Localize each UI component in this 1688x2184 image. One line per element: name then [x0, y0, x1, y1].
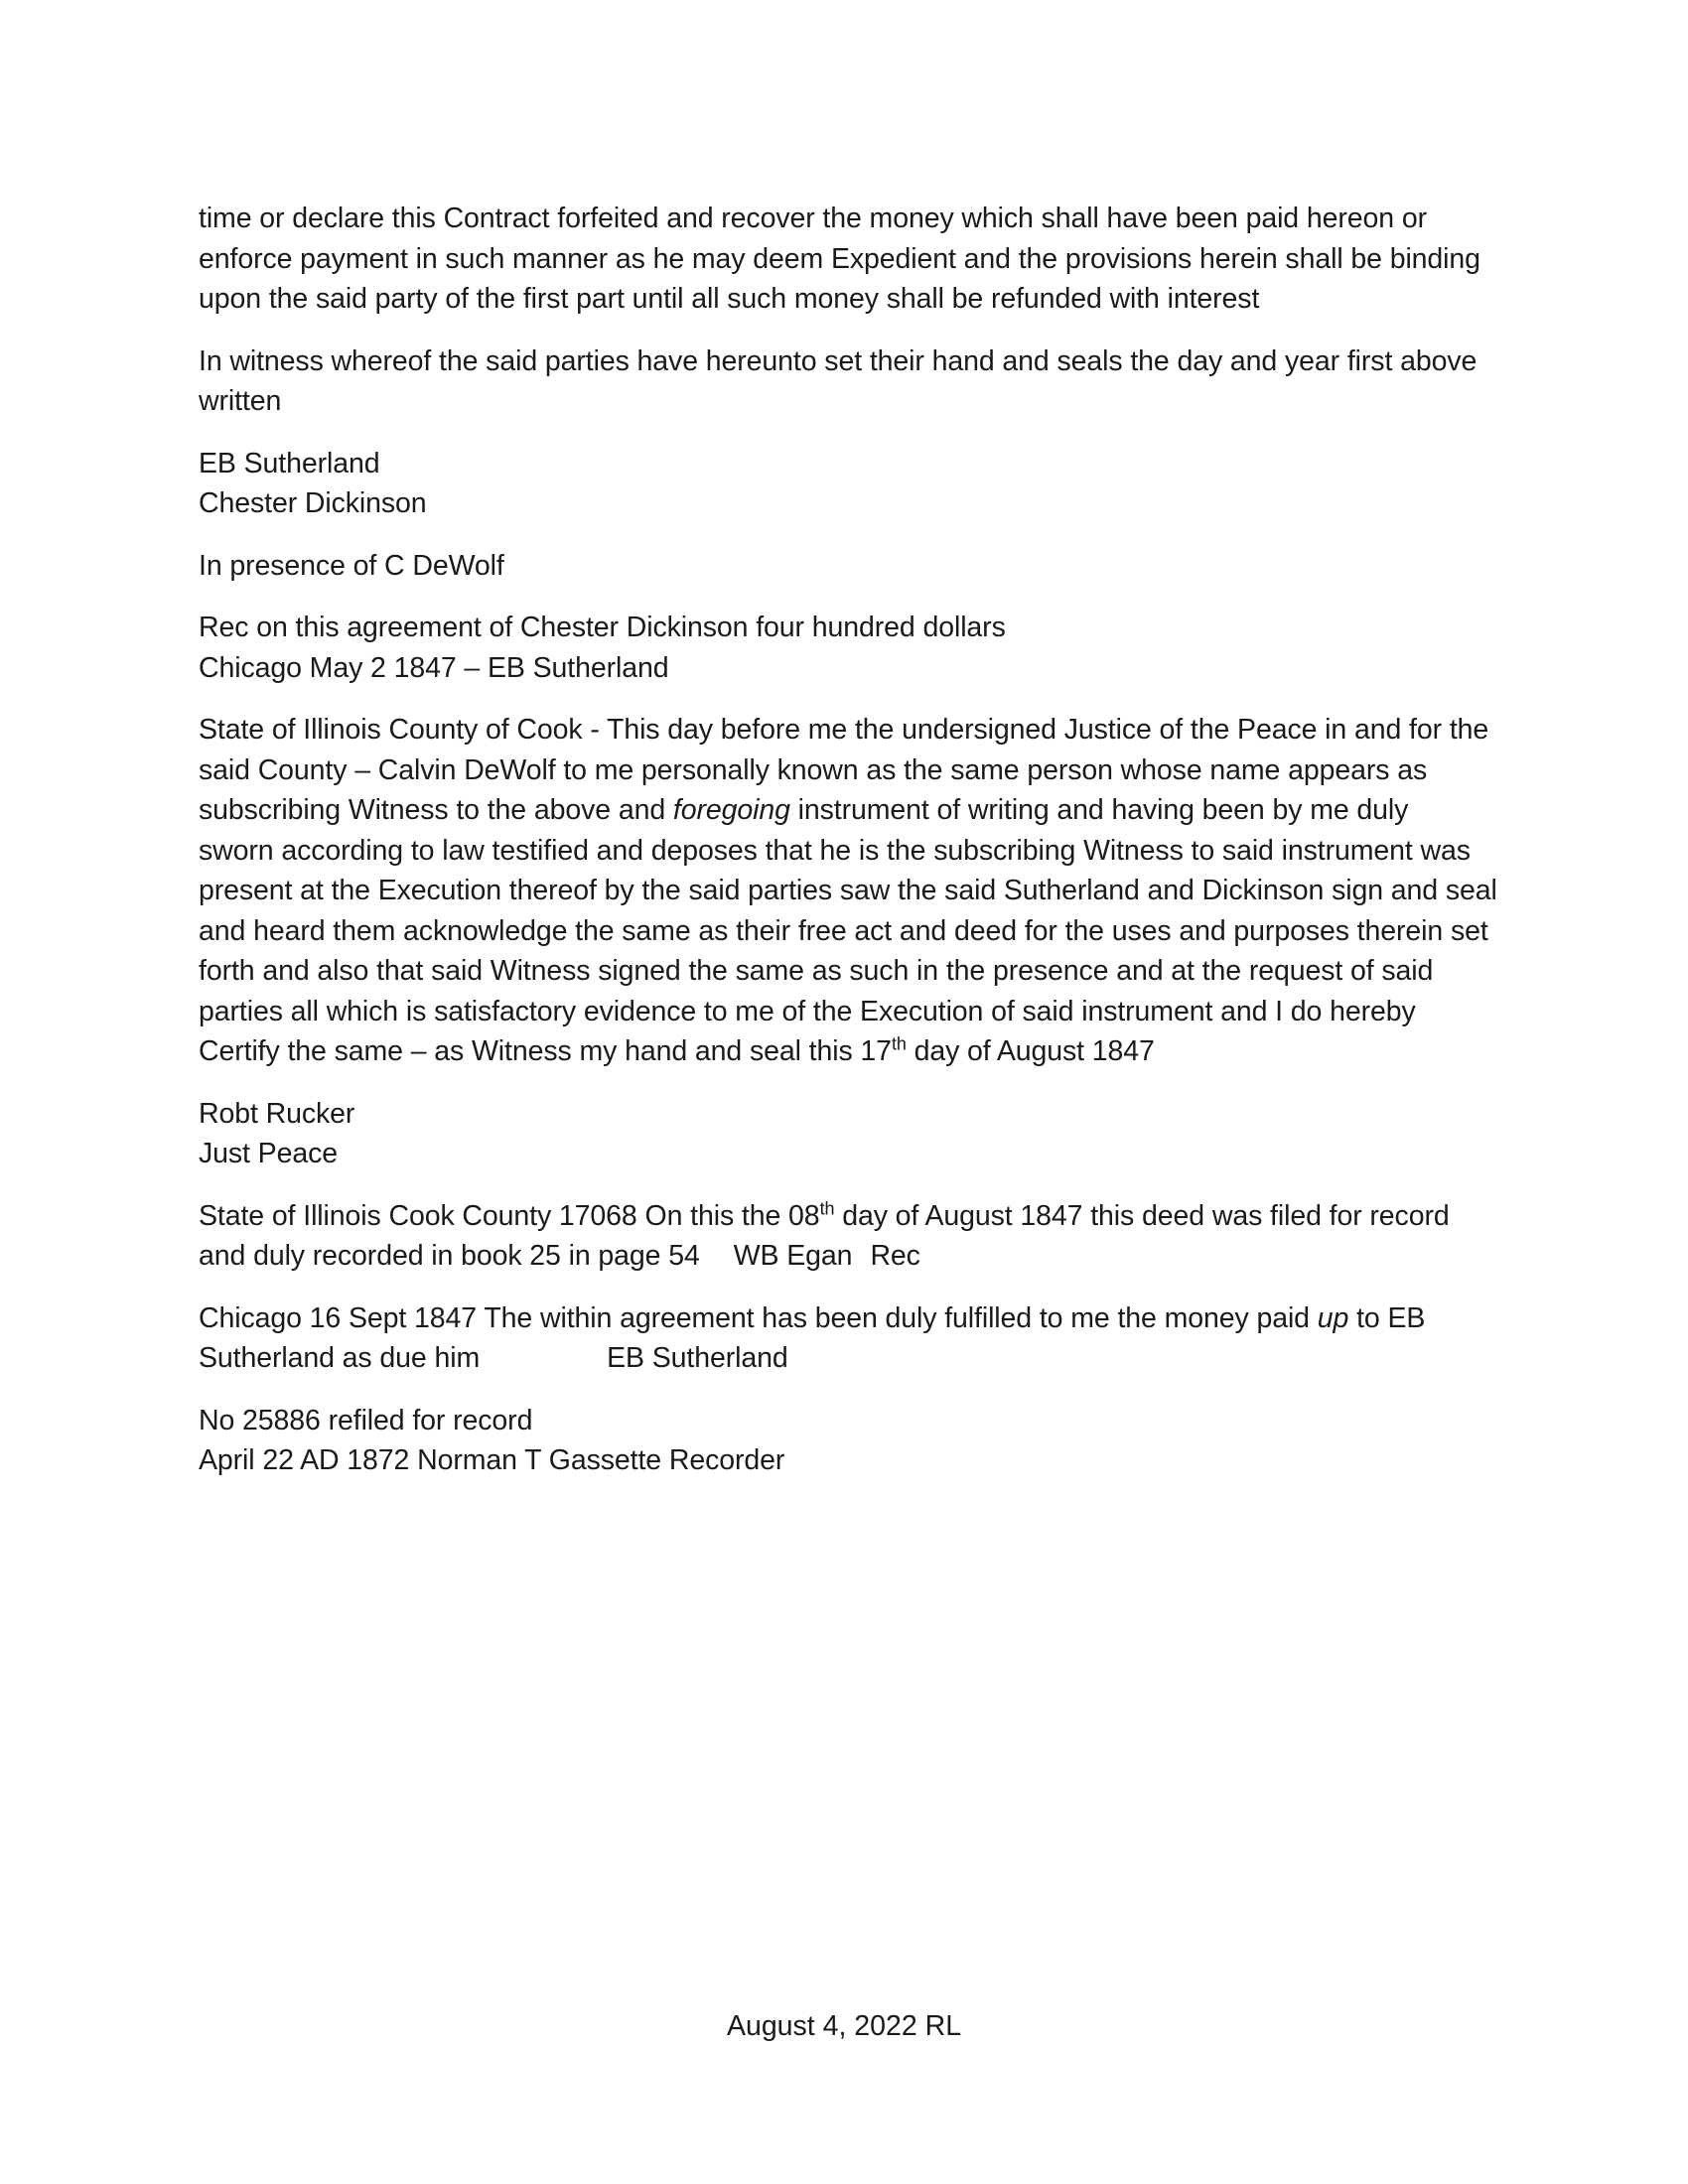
- text-segment: subscribing Witness to the above and: [199, 794, 673, 826]
- text-segment: day of August 1847: [906, 1035, 1155, 1067]
- document-body: [199, 199, 1497, 1503]
- text-line: [199, 790, 1489, 831]
- text-line: Chicago May 2 1847 – EB Sutherland: [199, 651, 669, 684]
- text-segment: day of August 1847 this deed was filed for record: [834, 1199, 1450, 1232]
- text-line: and heard them acknowledge the same as their free act and deed for the uses and purposes therein set: [199, 914, 1488, 947]
- certificate-paragraph: [199, 710, 1497, 1072]
- justice-signature-block: [199, 1094, 1489, 1174]
- text-segment: State of Illinois Cook County 17068 On this the 08: [199, 1199, 820, 1232]
- text-line: Rec on this agreement of Chester Dickinson four hundred dollars: [199, 612, 1006, 643]
- text-line: [199, 1338, 1489, 1379]
- text-line: In presence of C DeWolf: [199, 549, 504, 582]
- text-segment: Chicago 16 Sept 1847 The within agreement has been duly fulfilled to me the money paid: [199, 1301, 1318, 1334]
- ordinal-suffix: th: [891, 1033, 907, 1054]
- text-line: present at the Execution thereof by the said parties saw the said Sutherland and Dickinson sign and seal: [199, 875, 1497, 906]
- text-line: [199, 1196, 1489, 1237]
- text-segment: Rec: [870, 1240, 920, 1272]
- text-segment: Certify the same – as Witness my hand and seal this 17: [199, 1035, 892, 1067]
- text-segment: to EB: [1348, 1301, 1426, 1334]
- text-line: [199, 1298, 1489, 1339]
- page-footer: August 4, 2022 RL: [726, 2010, 962, 2042]
- fulfilled-paragraph: [199, 1298, 1489, 1379]
- text-segment: Sutherland as due him: [199, 1342, 481, 1374]
- signature-rucker: Robt Rucker: [199, 1097, 355, 1130]
- refiled-block: [199, 1401, 1489, 1481]
- text-line: time or declare this Contract forfeited and recover the money which shall have been paid hereon or: [199, 203, 1427, 234]
- filing-paragraph: [199, 1196, 1489, 1277]
- italic-word: up: [1317, 1301, 1349, 1334]
- text-line: said County – Calvin DeWolf to me personally known as the same person whose name appears as: [199, 753, 1428, 786]
- text-line: No 25886 refiled for record: [199, 1404, 533, 1436]
- text-line: enforce payment in such manner as he may deem Expedient and the provisions herein shall be binding: [199, 242, 1480, 275]
- text-line: [199, 1236, 1489, 1277]
- signature-sutherland: EB Sutherland: [199, 447, 380, 479]
- presence-line: [199, 546, 1489, 587]
- text-line: parties all which is satisfactory evidence to me of the Execution of said instrument and I do hereby: [199, 995, 1416, 1027]
- text-line: written: [199, 385, 282, 417]
- text-line: forth and also that said Witness signed the same as such in the presence and at the request of said: [199, 955, 1434, 987]
- text-segment: and duly recorded in book 25 in page 54: [199, 1240, 700, 1272]
- text-line: Just Peace: [199, 1138, 338, 1169]
- receipt-block: [199, 608, 1489, 688]
- text-line: [199, 1031, 1489, 1072]
- signature-sutherland: EB Sutherland: [607, 1342, 788, 1374]
- signature-dickinson: Chester Dickinson: [199, 487, 427, 519]
- recorder-name: WB Egan: [733, 1240, 853, 1272]
- text-line: sworn according to law testified and deposes that he is the subscribing Witness to said instrument was: [199, 834, 1471, 867]
- text-line: April 22 AD 1872 Norman T Gassette Recorder: [199, 1444, 785, 1476]
- italic-word: foregoing: [672, 794, 790, 826]
- text-segment: instrument of writing and having been by me duly: [789, 794, 1409, 826]
- text-line: upon the said party of the first part until all such money shall be refunded with interest: [199, 283, 1260, 315]
- text-line: State of Illinois County of Cook - This day before me the undersigned Justice of the Peace in and for the: [199, 714, 1489, 746]
- signatures-block: [199, 444, 1489, 524]
- witness-paragraph: [199, 341, 1489, 422]
- ordinal-suffix: th: [819, 1198, 835, 1218]
- contract-clause-paragraph: [199, 199, 1489, 320]
- text-line: In witness whereof the said parties have hereunto set their hand and seals the day and year first above: [199, 344, 1477, 377]
